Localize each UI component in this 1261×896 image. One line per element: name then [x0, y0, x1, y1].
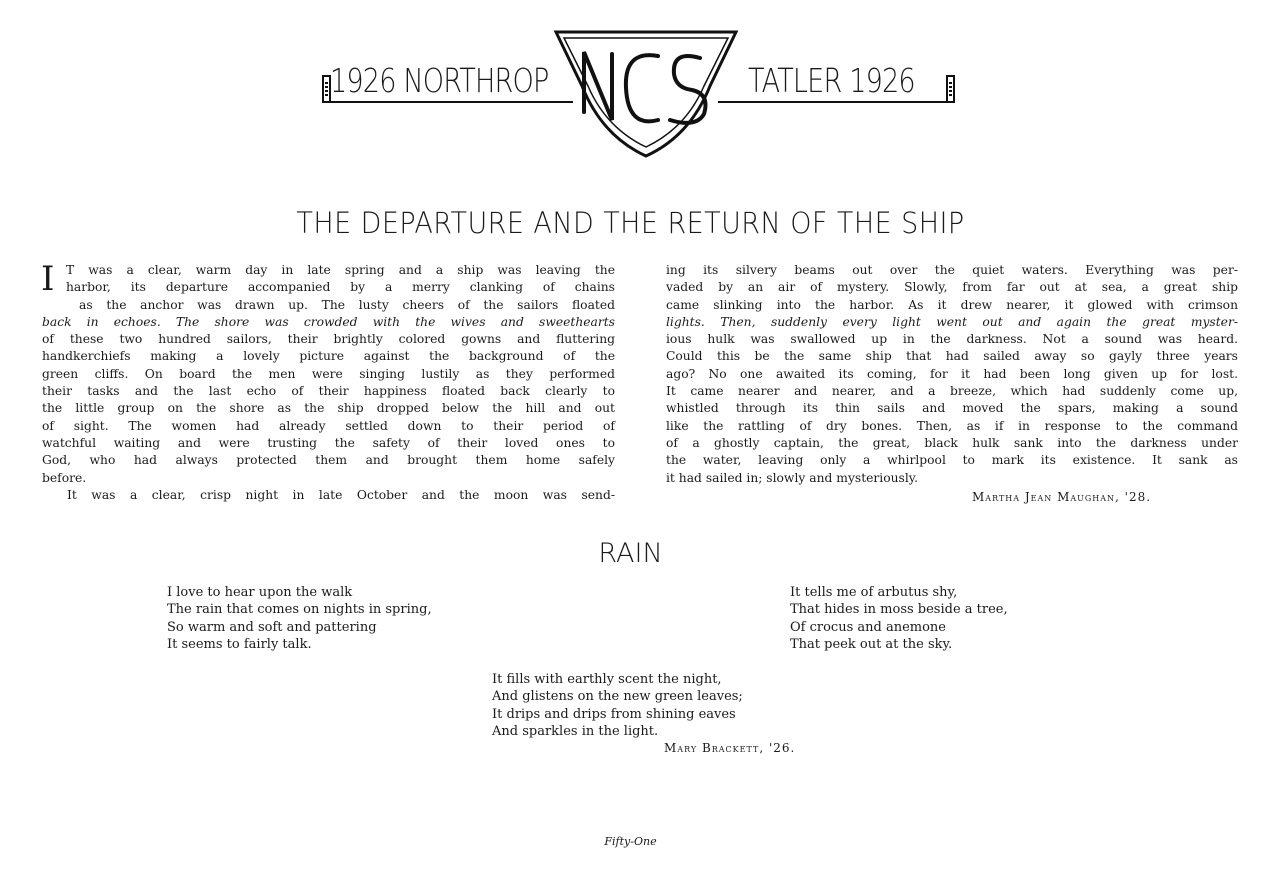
poem-stanza-3: [492, 671, 743, 741]
text-line: It came nearer and nearer, and a breeze, which had suddenly come up,: [666, 384, 1238, 399]
text-line: as the anchor was drawn up. The lusty cheers of the sailors floated: [79, 297, 615, 312]
text-line: T was a clear, warm day in late spring and a ship was leaving the: [66, 263, 615, 277]
text-line: back in echoes. The shore was crowded with the wives and sweethearts: [42, 314, 615, 329]
text-line: their tasks and the last echo of their happiness floated back clearly to: [42, 384, 615, 399]
text-line: handkerchiefs making a lovely picture against the background of the: [42, 349, 615, 364]
poem-stanza-2: [790, 584, 1008, 654]
poem-line: And glistens on the new green leaves;: [492, 689, 743, 705]
poem-line: The rain that comes on nights in spring,: [167, 602, 432, 618]
poem-line: It tells me of arbutus shy,: [790, 585, 958, 600]
poem-line: Of crocus and anemone: [790, 619, 946, 635]
text-line: of a ghostly captain, the great, black hulk sank into the darkness under: [666, 435, 1238, 450]
header-left-rule: [330, 101, 573, 103]
header-left-text: 1926 NORTHROP: [330, 61, 549, 100]
text-line: like the rattling of dry bones. Then, as if in response to the command: [666, 418, 1238, 433]
text-line: ing its silvery beams out over the quiet waters. Everything was per-: [666, 263, 1238, 277]
poem-line: That hides in moss beside a tree,: [790, 602, 1008, 618]
text-line: ago? No one awaited its coming, for it had been long given up for lost.: [666, 366, 1238, 381]
article-right-column: [666, 262, 1238, 487]
text-line: watchful waiting and were trusting the safety of their loved ones to: [42, 435, 615, 450]
text-line: it had sailed in; slowly and mysteriously.: [666, 470, 919, 485]
text-line: whistled through its thin sails and moved the spars, making a sound: [666, 401, 1238, 416]
poem-line: It seems to fairly talk.: [167, 637, 312, 653]
header-right-rule: [718, 101, 950, 103]
text-line: It was a clear, crisp night in late October and the moon was send-: [67, 487, 615, 502]
text-line: the water, leaving only a whirlpool to mark its existence. It sank as: [666, 453, 1238, 468]
page-number: Fifty-One: [604, 835, 657, 848]
ncs-monogram-shield: [550, 28, 742, 160]
poem-stanza-1: [167, 584, 432, 654]
text-line: ious hulk was swallowed up in the darkness. Not a sound was heard.: [666, 332, 1238, 347]
text-line: of these two hundred sailors, their brightly colored gowns and fluttering: [42, 332, 615, 347]
poem-line: It drips and drips from shining eaves: [492, 706, 736, 722]
poem-line: So warm and soft and pattering: [167, 619, 377, 635]
header-right-text: TATLER 1926: [748, 61, 915, 100]
poem-signature: Mary Brackett, '26.: [664, 741, 796, 755]
poem-line: I love to hear upon the walk: [167, 585, 353, 600]
article-left-column: [41, 259, 615, 504]
text-line: lights. Then, suddenly every light went out and again the great myster-: [666, 314, 1238, 329]
text-line: green cliffs. On board the men were singing lustily as they performed: [42, 366, 615, 381]
text-line: harbor, its departure accompanied by a merry clanking of chains: [66, 280, 615, 295]
monogram-text: NCS: [646, 152, 649, 153]
article-signature: Martha Jean Maughan, '28.: [972, 490, 1152, 504]
text-line: vaded by an air of mystery. Slowly, from far out at sea, a great ship: [666, 280, 1238, 295]
text-line: God, who had always protected them and brought them home safely: [42, 453, 615, 468]
article-title: THE DEPARTURE AND THE RETURN OF THE SHIP: [296, 206, 965, 240]
text-line: of sight. The women had already settled down to their period of: [42, 418, 615, 433]
text-line: came slinking into the harbor. As it drew nearer, it glowed with crimson: [666, 297, 1238, 312]
poem-line: That peek out at the sky.: [790, 637, 953, 653]
text-line: before.: [42, 470, 87, 485]
poem-line: It fills with earthly scent the night,: [492, 672, 722, 687]
text-line: the little group on the shore as the ship dropped below the hill and out: [42, 401, 615, 416]
poem-line: And sparkles in the light.: [492, 724, 659, 740]
text-line: Could this be the same ship that had sailed away so gayly three years: [666, 349, 1238, 364]
drop-cap: I: [41, 259, 55, 299]
poem-title: RAIN: [598, 538, 663, 569]
right-ornament: [946, 75, 955, 103]
